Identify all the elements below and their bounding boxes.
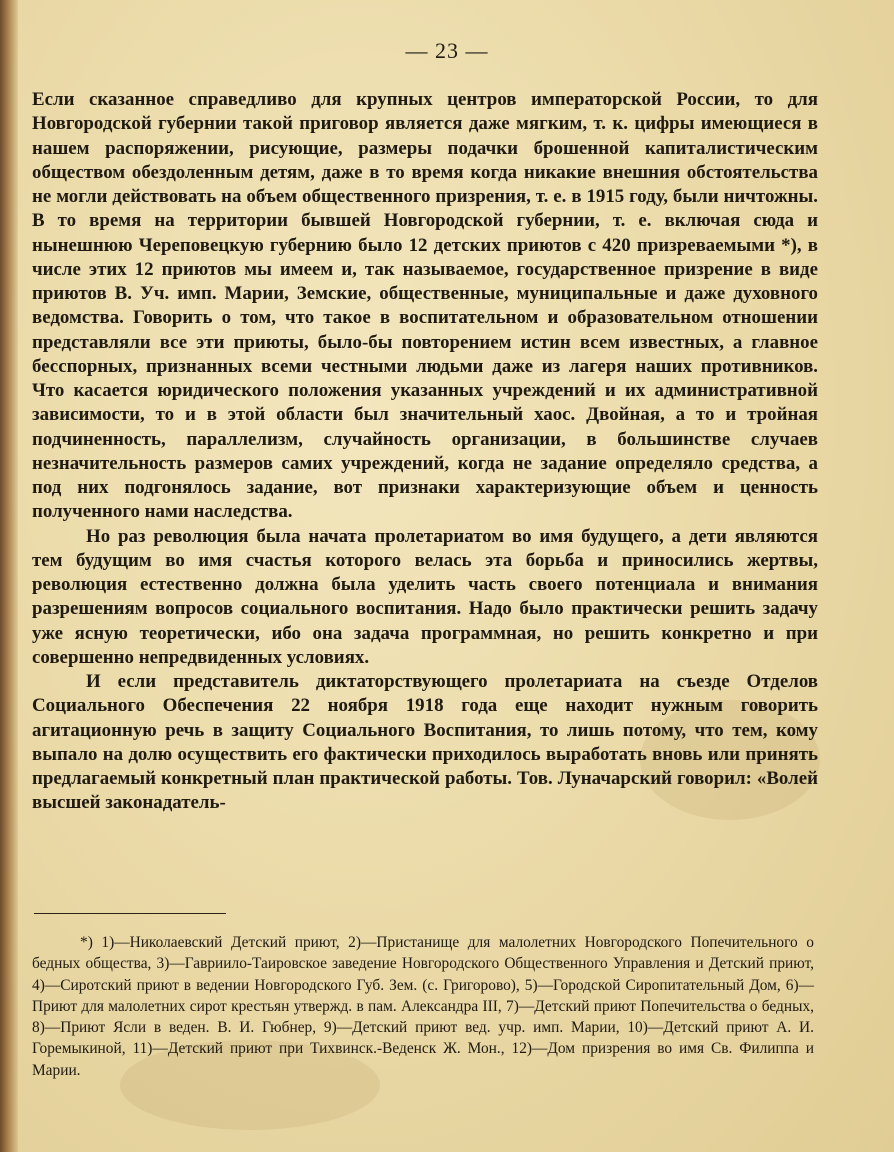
paragraph: И если представитель диктаторствующего пролетариата на съезде Отделов Социального Обеспечения 22 ноября 1918 года еще находит нужным говорить агитационную речь в защиту Социального Воспитания, то лишь потому, что тем, кому выпало на долю осуществить его фактически приходилось выработать вновь или принять предлагаемый конкретный план практической работы. Тов. Луначарский говорил: «Волей высшей законадатель-	[32, 671, 818, 814]
paragraph: Но раз революция была начата пролетариатом во имя будущего, а дети являются тем будущим во имя счастья которого велась эта борьба и приносились жертвы, революция естественно должна была уделить часть своего потенциала и внимания разрешениям вопросов социального воспитания. Надо было практически решить задачу уже ясную теоретически, ибо она задача программная, но решить конкретно и при совершенно непредвиденных условиях.	[32, 525, 818, 668]
footnote	[32, 932, 814, 1081]
page-number: — 23 —	[405, 38, 489, 63]
main-text	[32, 88, 818, 816]
paragraph: Если сказанное справедливо для крупных центров императорской России, то для Новгородской губернии такой приговор является даже мягким, т. к. цифры имеющиеся в нашем распоряжении, рисующие, размеры подачки брошенной капиталистическим обществом обездоленным детям, даже в то время когда никакие внешния обстоятельства не могли действовать на объем общественного призрения, т. е. в 1915 году, были ничтожны. В то время на территории бывшей Новгородской губернии, т. е. включая сюда и нынешнюю Череповецкую губернию было 12 детских приютов с 420 призреваемыми *), в числе этих 12 приютов мы имеем и, так называемое, государственное призрение в виде приютов В. Уч. имп. Марии, Земские, общественные, муниципальные и даже духовного ведомства. Говорить о том, что такое в воспитательном и образовательном отношении представляли все эти приюты, было-бы повторением истин всем известных, а главное бесспорных, признанных всеми честными людьми даже из лагеря наших противников. Что касается юридического положения указанных учреждений и их административной зависимости, то и в этой области был значительный хаос. Двойная, а то и тройная подчиненность, параллелизм, случайность организации, в большинстве случаев незначительность размеров самих учреждений, когда не задание определяло средства, а под них подгонялось задание, вот признаки характеризующие объем и ценность полученного нами наследства.	[32, 89, 818, 523]
footnote-text: *) 1)—Николаевский Детский приют, 2)—Пристанище для малолетних Новгородского Попечительного о бедных общества, 3)—Гавриило-Таировское заведение Новгородского Общественного Управления и Детский приют, 4)—Сиротский приют в ведении Новгородского Губ. Зем. (с. Григорово), 5)—Городской Сиропитательный Дом, 6)—Приют для малолетних сирот крестьян утвержд. в пам. Александра III, 7)—Детский приют Попечительства о бедных, 8)—Приют Ясли в веден. В. И. Гюбнер, 9)—Детский приют вед. учр. имп. Марии, 10)—Детский приют А. И. Горемыкиной, 11)—Детский приют при Тихвинск.-Веденск Ж. Мон., 12)—Дом призрения во имя Св. Филиппа и Марии.	[32, 934, 814, 1079]
book-spine-edge	[0, 0, 18, 1152]
footnote-divider	[34, 913, 226, 914]
